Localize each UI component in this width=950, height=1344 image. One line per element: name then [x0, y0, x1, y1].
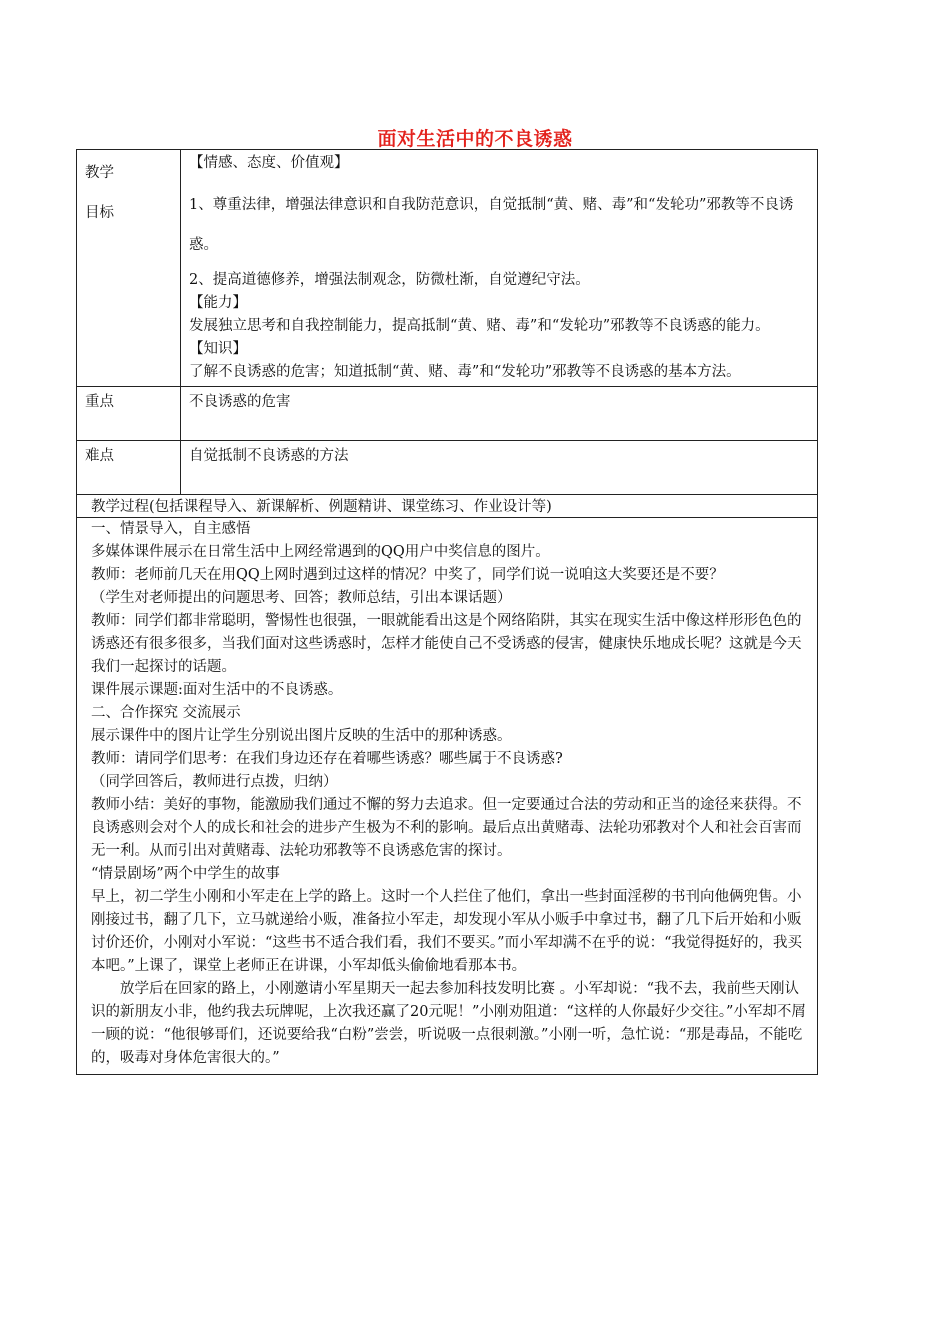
objectives-content-cell	[181, 150, 818, 387]
key-point-row	[77, 387, 818, 441]
objectives-label-1: 教学	[85, 165, 114, 181]
page-title: 面对生活中的不良诱惑	[377, 128, 573, 150]
section-1-heading: 一、情景导入，自主感悟	[91, 521, 251, 537]
lesson-plan-table	[76, 149, 818, 1075]
process-row	[77, 518, 818, 1075]
section-2-para-2: 教师：请同学们思考：在我们身边还存在着哪些诱惑？哪些属于不良诱惑?	[91, 751, 563, 767]
key-point-label: 重点	[77, 387, 181, 441]
section-1-para-4: 教师：同学们都非常聪明，警惕性也很强，一眼就能看出这是个网络陷阱，其实在现实生活中像这样形形色色的诱惑还有很多很多，当我们面对这些诱惑时，怎样才能使自己不受诱惑的侵害，健康快乐地成长呢？这就是今天我们一起探讨的话题。	[91, 613, 802, 675]
section-1-para-1: 多媒体课件展示在日常生活中上网经常遇到的QQ用户中奖信息的图片。	[91, 544, 550, 560]
ability-text: 发展独立思考和自我控制能力，提高抵制“黄、赌、毒”和“发轮功”邪教等不良诱惑的能力。	[189, 318, 770, 334]
objectives-label-cell	[77, 150, 181, 387]
process-header-row	[77, 495, 818, 518]
section-2-para-6: 早上，初二学生小刚和小军走在上学的路上。这时一个人拦住了他们，拿出一些封面淫秽的书刊向他俩兜售。小刚接过书，翻了几下，立马就递给小贩，准备拉小军走，却发现小军从小贩手中拿过书，翻了几下后开始和小贩讨价还价，小刚对小军说：“这些书不适合我们看，我们不要买。”而小军却满不在乎的说：“我觉得挺好的，我买本吧。”上课了，课堂上老师正在讲课，小军却低头偷偷地看那本书。	[91, 889, 802, 974]
affect-item-2: 2、提高道德修养，增强法制观念，防微杜渐，自觉遵纪守法。	[189, 272, 590, 288]
section-1-para-3: （学生对老师提出的问题思考、回答；教师总结，引出本课话题）	[91, 590, 512, 606]
process-content	[77, 518, 818, 1075]
section-2-para-5: “情景剧场”两个中学生的故事	[91, 866, 280, 882]
section-2-para-1: 展示课件中的图片让学生分别说出图片反映的生活中的那种诱惑。	[91, 728, 512, 744]
objectives-row	[77, 150, 818, 387]
affect-heading: 【情感、态度、价值观】	[189, 155, 349, 171]
section-2-heading: 二、合作探究 交流展示	[91, 705, 241, 721]
difficulty-text: 自觉抵制不良诱惑的方法	[181, 441, 818, 495]
difficulty-row	[77, 441, 818, 495]
section-1-para-5: 课件展示课题:面对生活中的不良诱惑。	[91, 682, 343, 698]
section-2-para-3: （同学回答后，教师进行点拨，归纳）	[91, 774, 338, 790]
difficulty-label: 难点	[77, 441, 181, 495]
ability-heading: 【能力】	[189, 295, 247, 311]
knowledge-text: 了解不良诱惑的危害；知道抵制“黄、赌、毒”和“发轮功”邪教等不良诱惑的基本方法。	[189, 364, 741, 380]
section-2-para-7: 放学后在回家的路上，小刚邀请小军星期天一起去参加科技发明比赛 。小军却说：“我不去，我前些天刚认识的新朋友小非，他约我去玩牌呢，上次我还赢了20元呢！”小刚劝阻道：“这样的人你最好少交往。”小军却不屑一顾的说：“他很够哥们，还说要给我“白粉”尝尝，听说吸一点很刺激。”小刚一听，急忙说：“那是毒品，不能吃的，吸毒对身体危害很大的。”	[91, 981, 806, 1066]
section-1-para-2: 教师：老师前几天在用QQ上网时遇到过这样的情况？中奖了，同学们说一说咱这大奖要还是不要？	[91, 567, 724, 583]
knowledge-heading: 【知识】	[189, 341, 247, 357]
key-point-text: 不良诱惑的危害	[181, 387, 818, 441]
process-header: 教学过程(包括课程导入、新课解析、例题精讲、课堂练习、作业设计等)	[77, 495, 818, 518]
objectives-label-2: 目标	[85, 205, 114, 221]
section-2-para-4: 教师小结：美好的事物，能激励我们通过不懈的努力去追求。但一定要通过合法的劳动和正当的途径来获得。不良诱惑则会对个人的成长和社会的进步产生极为不利的影响。最后点出黄赌毒、法轮功邪教对个人和社会百害而无一利。从而引出对黄赌毒、法轮功邪教等不良诱惑危害的探讨。	[91, 797, 802, 859]
affect-item-1: 1、尊重法律，增强法律意识和自我防范意识，自觉抵制“黄、赌、毒”和“发轮功”邪教等不良诱惑。	[189, 197, 794, 253]
